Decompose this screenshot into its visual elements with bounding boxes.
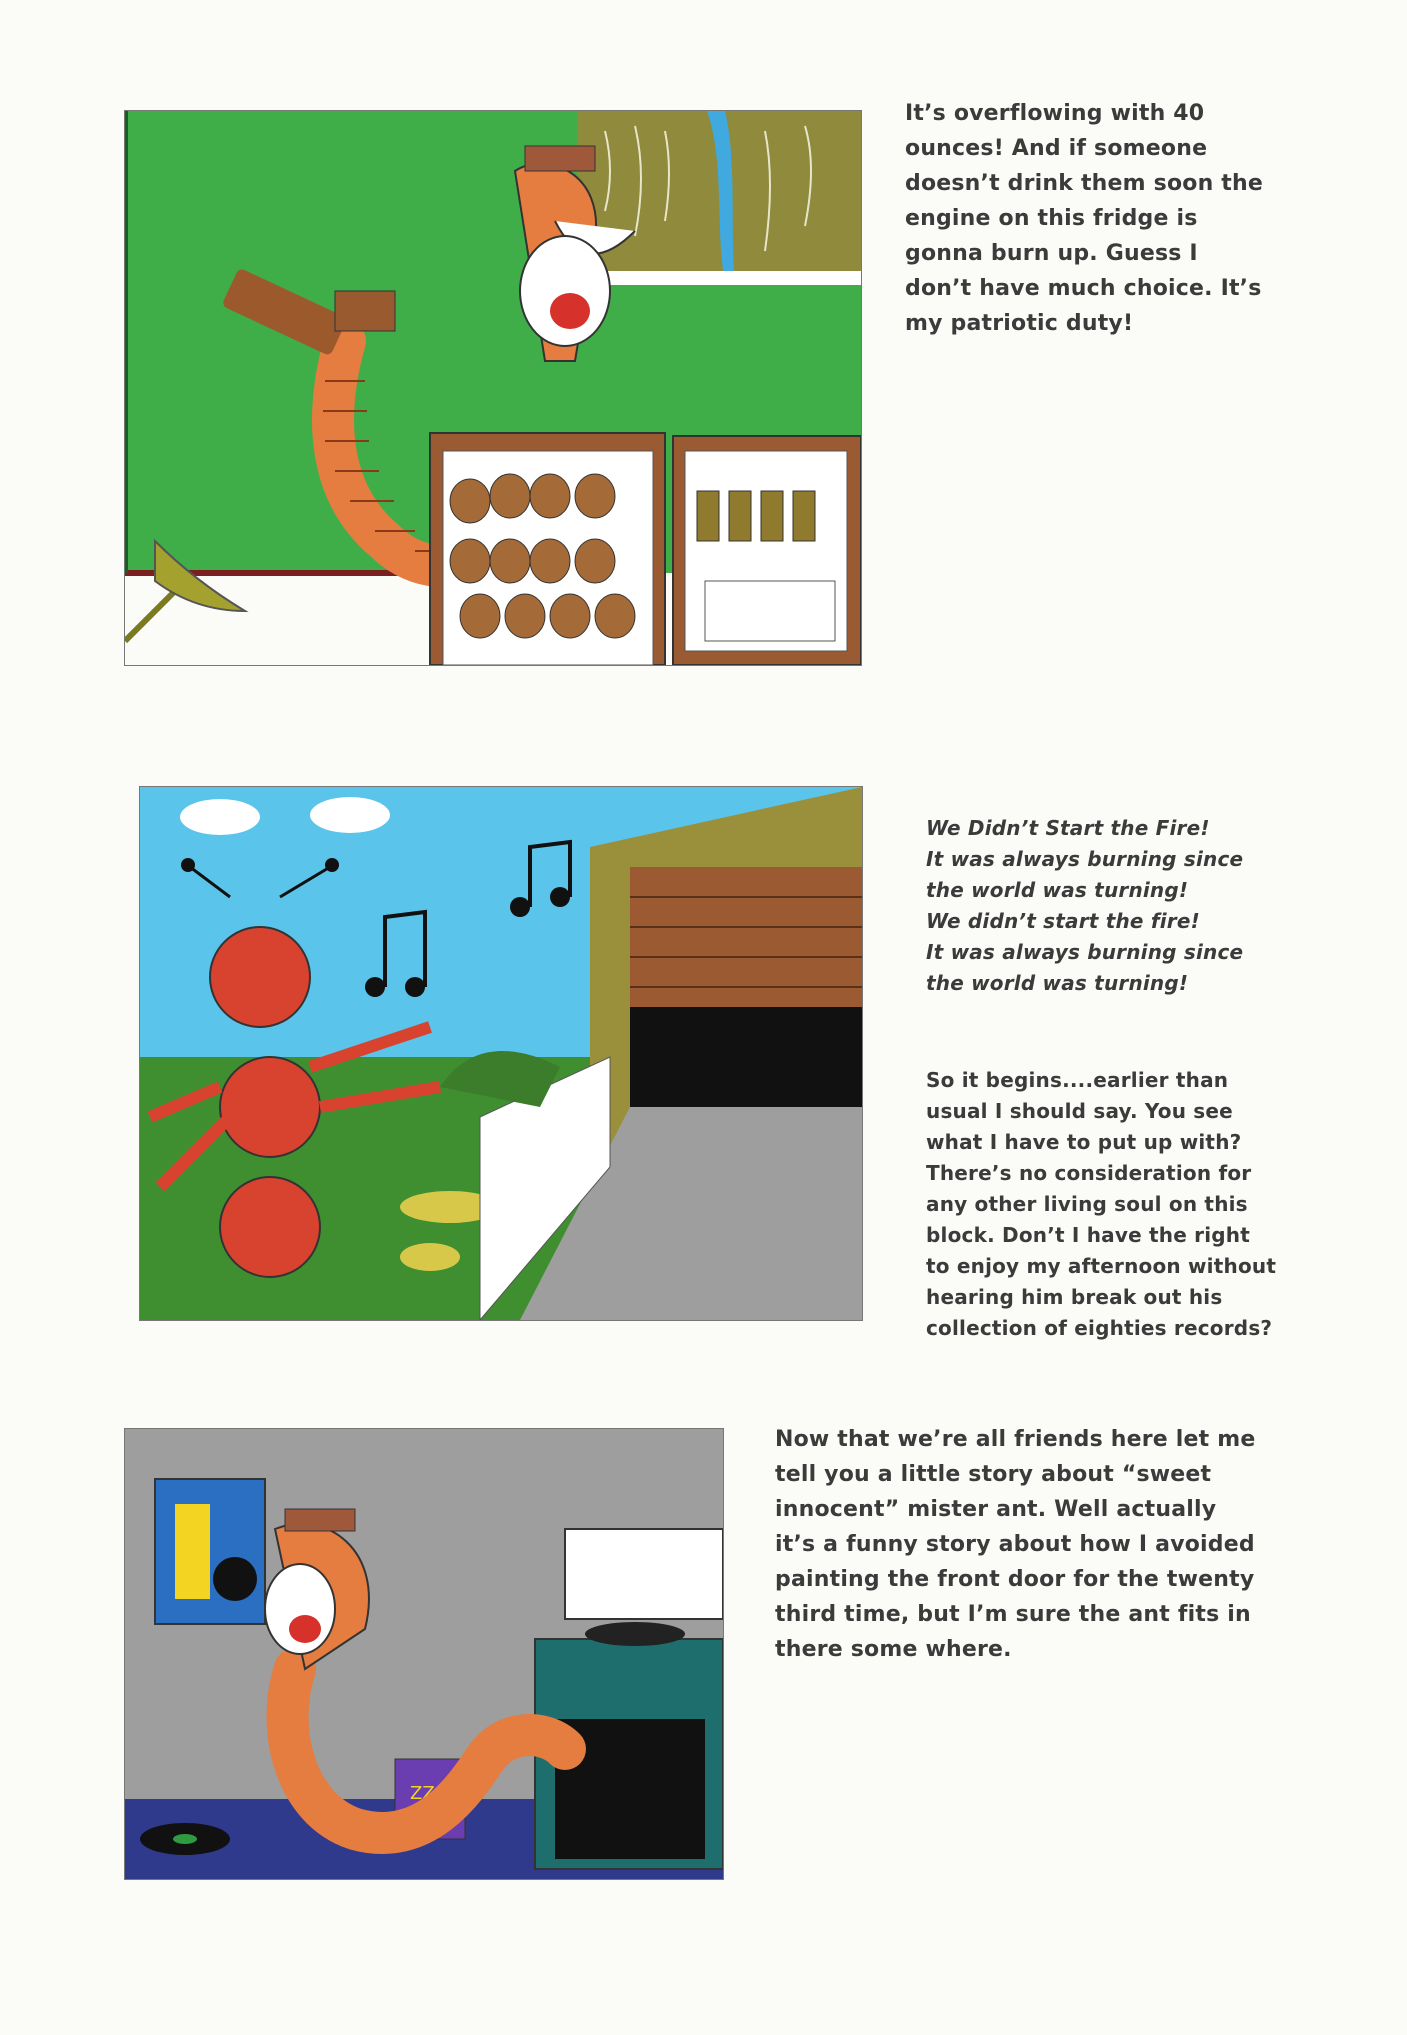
panel-3-illustration <box>124 1428 724 1880</box>
panel-2-illustration <box>139 786 863 1321</box>
curtain <box>577 111 861 285</box>
song-lyrics: We Didn’t Start the Fire! It was always burning since the world was turning! We didn’t start the fire! It was always burning since the world was turning! <box>926 816 1244 995</box>
panel-3-caption: Now that we’re all friends here let me tell you a little story about “sweet innocent” mister ant. Well actually it’s a funny story about how I avoided painting the front door for the twenty third time, but I’m sure the ant fits in there some where. <box>775 1427 1256 1662</box>
panel-1-illustration <box>124 110 862 666</box>
panel-1-caption: It’s overflowing with 40 ounces! And if someone doesn’t drink them soon the engine on this fridge is gonna burn up. Guess I don’t have much choice. It’s my patriotic duty! <box>905 101 1263 336</box>
svg-text:ZZ: ZZ <box>410 1783 435 1804</box>
panel-2-caption: So it begins....earlier than usual I should say. You see what I have to put up with? There’s no consideration for any other living soul on this block. Don’t I have the right to enjoy my afternoon without hearing him break out his collection of eighties records? <box>926 1068 1277 1340</box>
fridge <box>430 433 861 665</box>
beer-poster <box>155 1479 265 1624</box>
panel-2-text <box>926 778 1346 1379</box>
